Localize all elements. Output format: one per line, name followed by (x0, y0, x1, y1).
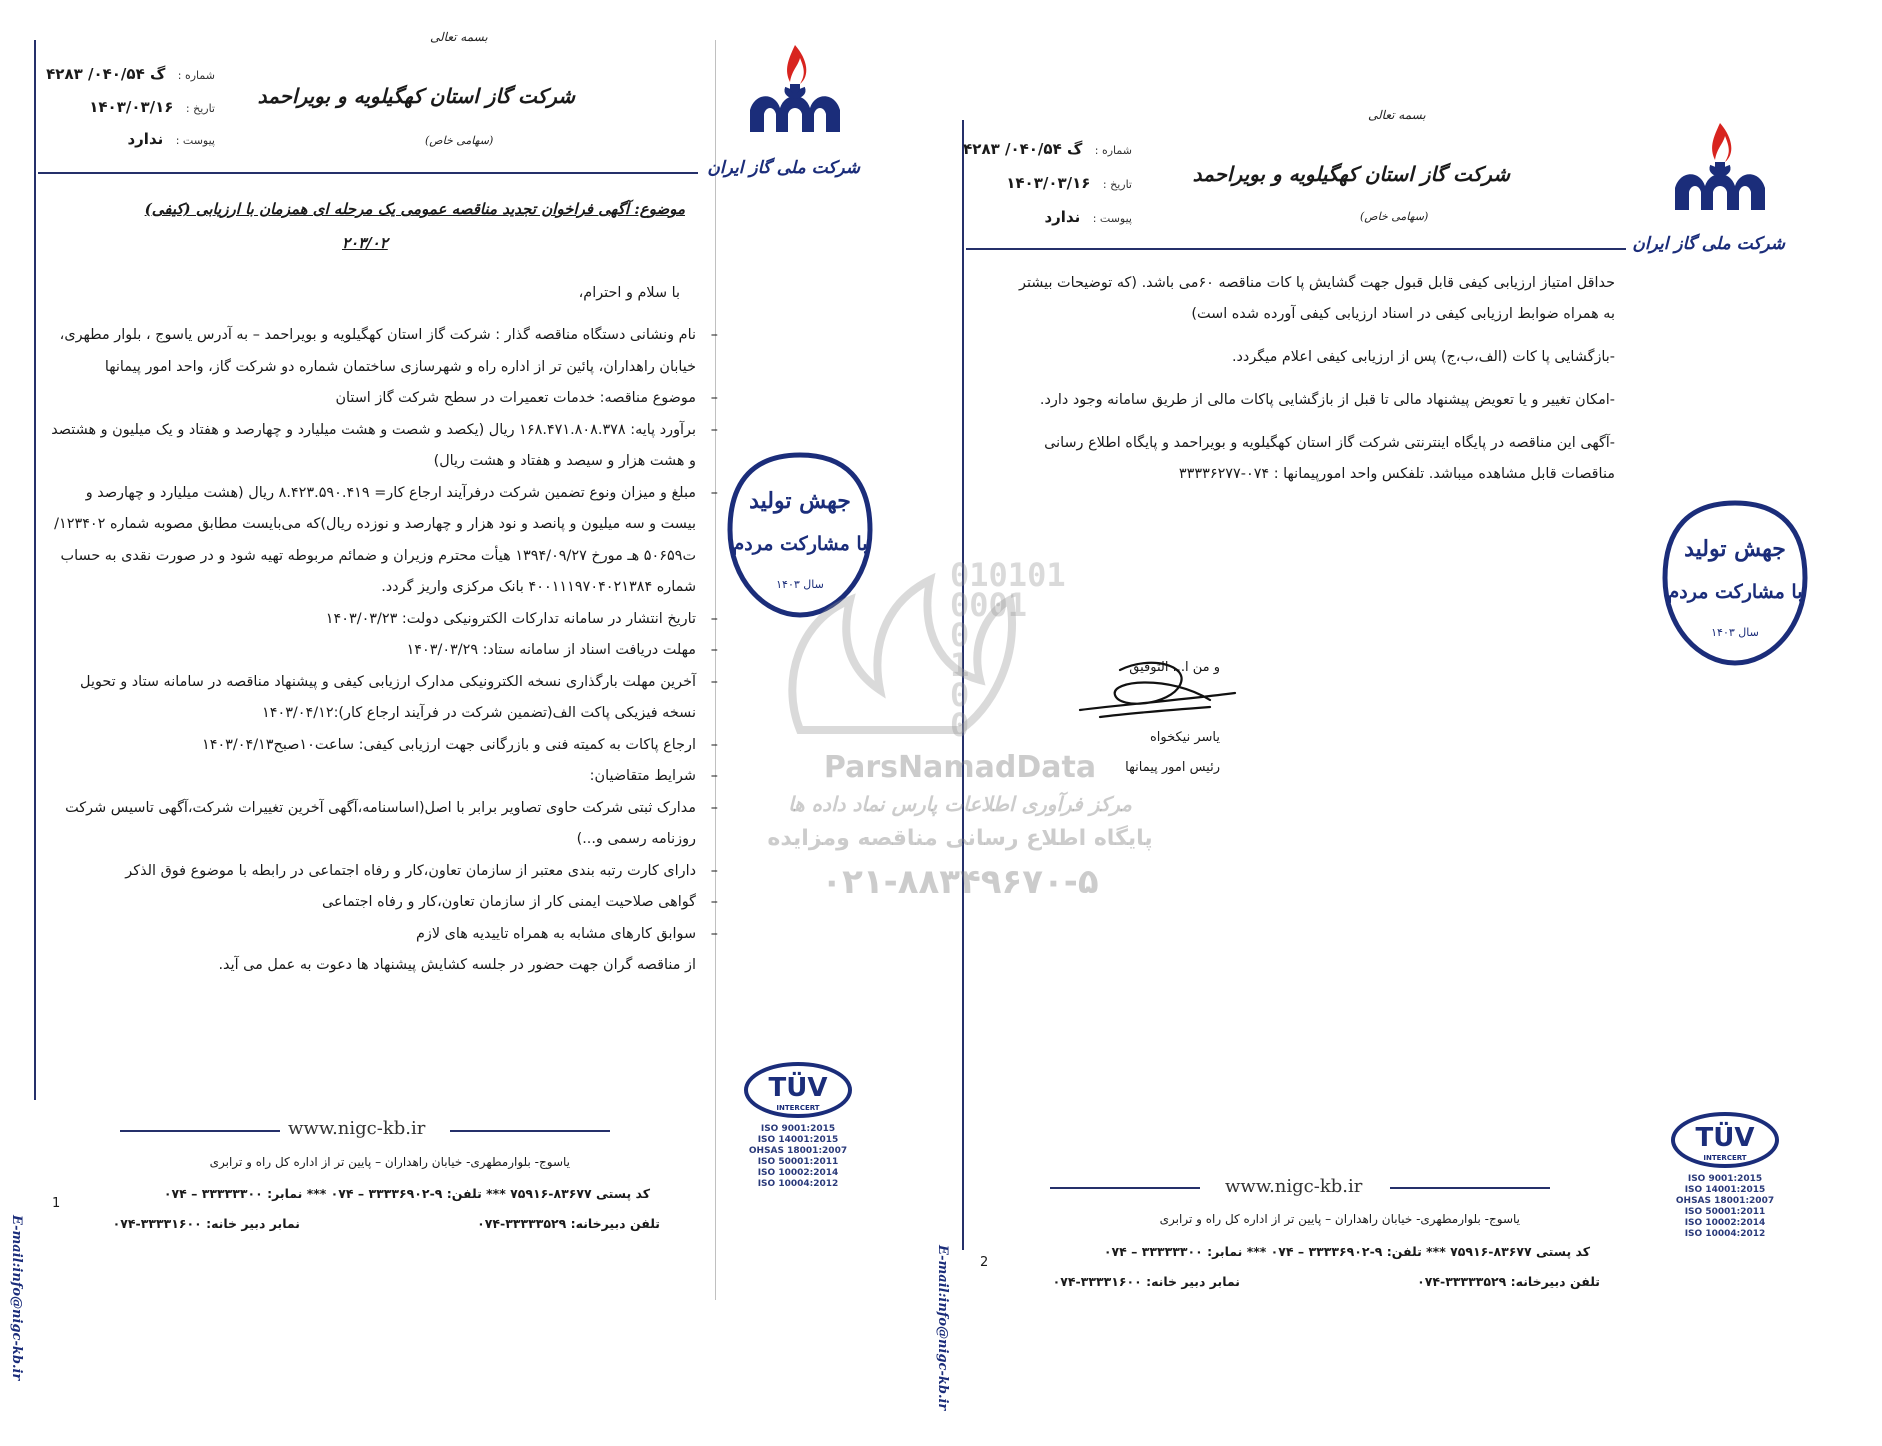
footer-secretariat-phone: تلفن دبیرخانه: ۳۳۳۳۳۵۲۹-۰۷۴ (1417, 1274, 1600, 1289)
company-name: شرکت گاز استان کهگیلویه و بویراحمد (257, 84, 575, 108)
list-item: – مبلغ و میزان ونوع تضمین شرکت درفرآیند ارجاع کار= ۸.۴۲۳.۵۹۰.۴۱۹ ریال (هشت میلیارد و چهارصد و بیست و سه میلیون و پانصد و نود هزار و چهارصد و نوزده ریال)که می‌بایست مطابق مصوبه شماره ۱۲۳۴۰۲/ت۵۰۶۵۹ هـ مورخ ۱۳۹۴/۰۹/۲۷ هیأت محترم وزیران و ضمائم مربوطه تهیه شود و در صورت نقدی به حساب شماره ۴۰۰۱۱۱۹۷۰۴۰۲۱۳۸۴ بانک مرکزی واریز گردد. (50, 478, 718, 604)
letter-date (45, 98, 215, 116)
attachment-value: ندارد (1044, 208, 1081, 226)
footer-secretariat-fax: نمابر دبیر خانه: ۳۳۳۳۱۶۰۰-۰۷۴ (112, 1216, 300, 1231)
footer-secretariat-fax: نمابر دبیر خانه: ۳۳۳۳۱۶۰۰-۰۷۴ (1052, 1274, 1240, 1289)
badge-year: سال ۱۴۰۳ (776, 578, 824, 591)
iso-standard: ISO 50001:2011 (757, 1157, 839, 1167)
tuv-logo-icon (743, 1060, 853, 1120)
paragraph: -بازگشایی پا کات (الف،ب،ج) پس از ارزیابی کیفی اعلام میگردد. (1231, 349, 1615, 365)
footer-line-right (450, 1130, 610, 1132)
tuv-brand: TÜV (768, 1073, 828, 1103)
website-link[interactable]: www.nigc-kb.ir (1225, 1176, 1363, 1197)
letter-date (962, 174, 1132, 192)
footer-address: یاسوج- بلوارمطهری- خیابان راهداران – پایین تر از اداره کل راه و ترابری (209, 1155, 570, 1169)
watermark-line1: مرکز فرآوری اطلاعات پارس نماد داده ها (788, 792, 1132, 816)
page-number: 2 (980, 1255, 989, 1270)
watermark-brand: ParsNamadData (823, 750, 1097, 785)
footer-postal-phone: کد پستی ۸۳۶۷۷-۷۵۹۱۶ *** تلفن: ۹-۳۳۳۳۶۹۰۲ – ۰۷۴ *** نمابر: ۳۳۳۳۳۳۰۰ – ۰۷۴ (1103, 1244, 1590, 1259)
paragraph: -آگهی این مناقصه در پایگاه اینترنتی شرکت گاز استان کهگیلویه و بویراحمد و پایگاه اطلاع رسانی مناقصات قابل مشاهده میباشد. تلفکس واحد امورپیمانها : ۰۷۴-۳۳۳۳۶۲۷۷ (1044, 435, 1615, 482)
tuv-sub: INTERCERT (776, 1104, 820, 1112)
date-label: تاریخ : (1102, 178, 1132, 191)
handwritten-signature (1060, 655, 1240, 735)
nigc-logo-text: شرکت ملی گاز ایران (707, 158, 860, 178)
paragraph: -امکان تغییر و یا تعویض پیشنهاد مالی تا قبل از بازگشایی پاکات مالی از طریق سامانه وجود دارد. (1039, 392, 1615, 408)
attachment-label: پیوست : (1092, 212, 1132, 225)
list-item: – موضوع مناقصه: خدمات تعمیرات در سطح شرکت گاز استان (50, 383, 718, 415)
signer-title: رئیس امور پیمانها (1125, 760, 1220, 775)
letter-page-1 (9, 20, 880, 1381)
watermark-binary: 010101 0001 0 1 0 0 (950, 556, 1066, 744)
badge-line2: با مشارکت مردم (732, 533, 868, 555)
iso-standard: ISO 9001:2015 (760, 1124, 836, 1134)
number-value: گ ۰۴۰/۵۴/ ۴۲۸۳ (963, 140, 1083, 158)
footer-secretariat-phone: تلفن دبیرخانه: ۳۳۳۳۳۵۲۹-۰۷۴ (477, 1216, 660, 1231)
badge-line2: با مشارکت مردم (1667, 581, 1803, 603)
date-value: ۱۴۰۳/۰۳/۱۶ (1006, 174, 1091, 192)
list-item: – دارای کارت رتبه بندی معتبر از سازمان تعاون،کار و رفاه اجتماعی در رابطه با موضوع فوق الذکر (50, 856, 718, 888)
watermark-line2: پایگاه اطلاع رسانی مناقصه ومزایده (767, 826, 1153, 851)
closing-sentence: از مناقصه گران جهت حضور در جلسه کشایش پیشنهاد ها دعوت به عمل می آید. (218, 957, 696, 973)
continuation-body (1010, 268, 1615, 490)
basmala: بسمه تعالی (1368, 108, 1426, 122)
tuv-sub: INTERCERT (1703, 1154, 1747, 1162)
greeting: با سلام و احترام، (578, 285, 680, 301)
iso-standard: ISO 50001:2011 (1684, 1207, 1766, 1217)
paragraph: حداقل امتیاز ارزیابی کیفی قابل قبول جهت گشایش پا کات مناقصه ۶۰می باشد. (که توضیحات بیشتر به همراه ضوابط ارزیابی کیفی در اسناد ارزیابی کیفی آورده شده است) (1019, 275, 1615, 322)
iso-standard: OHSAS 18001:2007 (748, 1146, 848, 1156)
badge-line1: جهش تولید (1684, 536, 1786, 562)
nigc-flame-logo (740, 40, 850, 150)
email-address: E-mail:info@nigc-kb.ir (935, 1245, 950, 1411)
signer-name: یاسر نیکخواه (1149, 730, 1220, 745)
letter-number (962, 140, 1132, 158)
page-number: 1 (52, 1196, 61, 1211)
announcement-body (50, 320, 718, 982)
attachment-value: ندارد (127, 130, 164, 148)
list-item: – شرایط متقاضیان: (50, 761, 718, 793)
left-frame-line (34, 40, 36, 1100)
iso-standard: ISO 10002:2014 (1684, 1218, 1766, 1228)
nigc-logo-text: شرکت ملی گاز ایران (1632, 234, 1785, 254)
list-item: – سوابق کارهای مشابه به همراه تاییدیه های لازم (50, 919, 718, 951)
subject-number: ۲۰۳/۰۲ (342, 234, 388, 252)
footer-line-left (1050, 1187, 1200, 1189)
date-value: ۱۴۰۳/۰۳/۱۶ (89, 98, 174, 116)
company-subtitle: (سهامی خاص) (1360, 210, 1429, 223)
iso-standard: ISO 10004:2012 (1684, 1229, 1766, 1239)
number-label: شماره : (1094, 144, 1132, 157)
nigc-flame-logo (1665, 118, 1775, 228)
iso-standard: ISO 9001:2015 (1687, 1174, 1763, 1184)
iso-standard: ISO 14001:2015 (757, 1135, 839, 1145)
company-subtitle: (سهامی خاص) (425, 134, 494, 147)
header-divider (966, 248, 1626, 250)
letter-number (45, 65, 215, 83)
list-item: – برآورد پایه: ۱۶۸.۴۷۱.۸۰۸.۳۷۸ ریال (یکصد و شصت و هشت میلیارد و چهارصد و هفتاد و یک میلیون و هشتصد و هشت هزار و سیصد و هفتاد و هشت ریال) (50, 415, 718, 478)
letter-attachment (45, 130, 215, 148)
list-item: – گواهی صلاحیت ایمنی کار از سازمان تعاون،کار و رفاه اجتماعی (50, 887, 718, 919)
production-leap-badge (1660, 498, 1810, 668)
watermark-phone: ۰۲۱-۸۸۳۴۹۶۷۰-۵ (821, 862, 1099, 902)
closing-phrase: و من ا... التوفیق (1129, 660, 1220, 675)
website-link[interactable]: www.nigc-kb.ir (288, 1118, 426, 1139)
list-item: – آخرین مهلت بارگذاری نسخه الکترونیکی مدارک ارزیابی کیفی و پیشنهاد مناقصه در سامانه ستاد و تحویل نسخه فیزیکی پاکت الف(تضمین شرکت در فرآیند ارجاع کار):۱۴۰۳/۰۴/۱۲ (50, 667, 718, 730)
list-item: – مدارک ثبتی شرکت حاوی تصاویر برابر با اصل(اساسنامه،آگهی آخرین تغییرات شرکت،آگهی تاسیس شرکت روزنامه رسمی و...) (50, 793, 718, 856)
number-label: شماره : (177, 69, 215, 82)
iso-standard: OHSAS 18001:2007 (1675, 1196, 1775, 1206)
iso-standard: ISO 10002:2014 (757, 1168, 839, 1178)
list-item: – ارجاع پاکات به کمیته فنی و بازرگانی جهت ارزیابی کیفی: ساعت۱۰صبح۱۴۰۳/۰۴/۱۳ (50, 730, 718, 762)
badge-year: سال ۱۴۰۳ (1711, 626, 1759, 639)
header-divider (38, 172, 698, 174)
footer-line-left (120, 1130, 280, 1132)
letter-page-2 (935, 100, 1860, 1411)
tuv-brand: TÜV (1695, 1123, 1755, 1153)
letter-attachment (962, 208, 1132, 226)
badge-line1: جهش تولید (749, 488, 851, 514)
list-item: – تاریخ انتشار در سامانه تدارکات الکترونیکی دولت: ۱۴۰۳/۰۳/۲۳ (50, 604, 718, 636)
tuv-logo-icon (1670, 1110, 1780, 1170)
tuv-certification (1665, 1110, 1785, 1240)
footer-line-right (1390, 1187, 1550, 1189)
tuv-certification (738, 1060, 858, 1190)
footer-address: یاسوج- بلوارمطهری- خیابان راهداران – پایین تر از اداره کل راه و ترابری (1159, 1212, 1520, 1226)
list-item: – نام ونشانی دستگاه مناقصه گذار : شرکت گاز استان کهگیلویه و بویراحمد – به آدرس یاسوج ، بلوار مطهری، خیابان راهداران، پائین تر از اداره راه و شهرسازی ساختمان شماره دو شرکت گاز، واحد امور پیمانها (50, 320, 718, 383)
number-value: گ ۰۴۰/۵۴/ ۴۲۸۳ (46, 65, 166, 83)
iso-standard: ISO 14001:2015 (1684, 1185, 1766, 1195)
subject-line: موضوع: آگهی فراخوان تجدید مناقصه عمومی یک مرحله ای همزمان با ارزیابی (کیفی) (144, 200, 685, 218)
date-label: تاریخ : (185, 102, 215, 115)
email-address: E-mail:info@nigc-kb.ir (9, 1215, 24, 1381)
attachment-label: پیوست : (175, 134, 215, 147)
company-name: شرکت گاز استان کهگیلویه و بویراحمد (1192, 162, 1510, 186)
basmala: بسمه تعالی (430, 30, 488, 44)
list-item: – مهلت دریافت اسناد از سامانه ستاد: ۱۴۰۳/۰۳/۲۹ (50, 635, 718, 667)
iso-standard: ISO 10004:2012 (757, 1179, 839, 1189)
footer-postal-phone: کد پستی ۸۳۶۷۷-۷۵۹۱۶ *** تلفن: ۹-۳۳۳۳۶۹۰۲ – ۰۷۴ *** نمابر: ۳۳۳۳۳۳۰۰ – ۰۷۴ (163, 1186, 650, 1201)
